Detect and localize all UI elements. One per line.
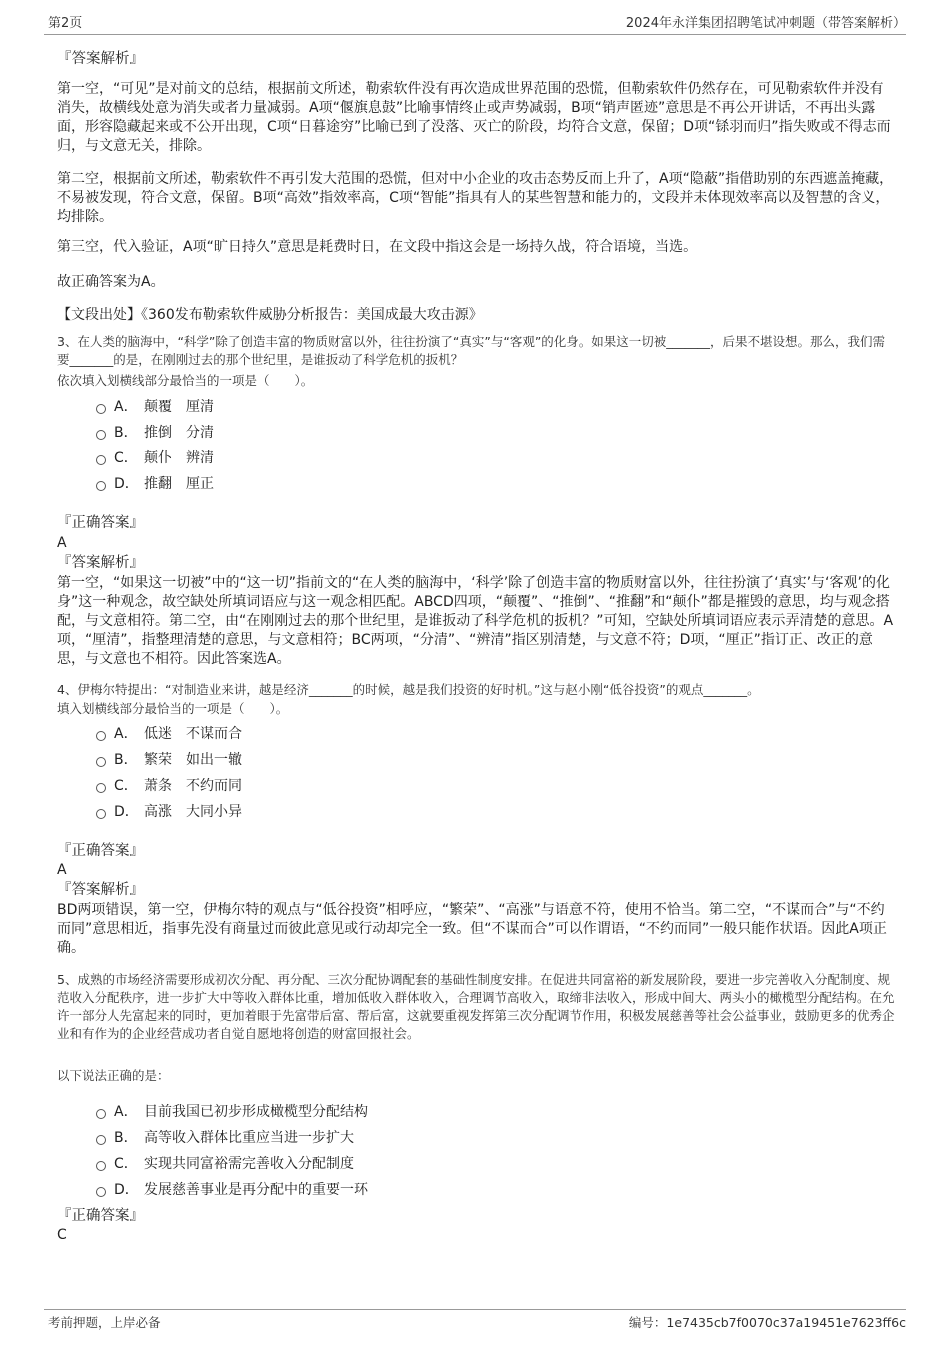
question-4-option-a[interactable]: A． 低迷 不谋而合 bbox=[96, 723, 242, 743]
header-divider bbox=[44, 34, 906, 35]
radio-icon[interactable] bbox=[96, 404, 106, 414]
radio-icon[interactable] bbox=[96, 783, 106, 793]
radio-icon[interactable] bbox=[96, 481, 106, 491]
question-3-analysis: 第一空，“如果这一切被”中的“这一切”指前文的“在人类的脑海中，‘科学’除了创造丰富的物质财富以外，往往扮演了‘真实’与‘客观’的化身”这一种观念，故空缺处所填词语应与这一观念相匹配。ABCD四项，“颠覆”、“推倒”、“推翻”和“颠仆”都是摧毁的意思，均与观念搭配，与文意相符。第二空，由“在刚刚过去的那个世纪里，是谁扳动了科学危机的扳机？”可知，空缺处所填词语应表示弄清楚的意思。A项，“厘清”，指整理清楚的意思，与文意相符；BC两项，“分清”、“辨清”指区别清楚，与文意不符；D项，“厘正”指订正、改正的意思，与文意也不相符。因此答案选A。 bbox=[57, 575, 894, 667]
question-3-answer-title: 『正确答案』 bbox=[57, 515, 144, 531]
question-4-analysis-title: 『答案解析』 bbox=[57, 882, 144, 898]
question-4-answer-title: 『正确答案』 bbox=[57, 843, 144, 859]
question-5-option-d[interactable]: D． 发展慈善事业是再分配中的重要一环 bbox=[96, 1179, 368, 1199]
radio-icon[interactable] bbox=[96, 1109, 106, 1119]
page-header bbox=[44, 12, 906, 32]
radio-icon[interactable] bbox=[96, 430, 106, 440]
question-3-stem: 3、在人类的脑海中，“科学”除了创造丰富的物质财富以外，往往扮演了“真实”与“客观”的化身。如果这一切被_______，后果不堪设想。那么，我们需要_______的是，在刚刚过去的那个世纪里，是谁扳动了科学危机的扳机？ bbox=[57, 334, 886, 367]
radio-icon[interactable] bbox=[96, 1135, 106, 1145]
question-4-answer: A bbox=[57, 862, 67, 878]
page-footer bbox=[44, 1313, 906, 1333]
analysis-conclusion: 故正确答案为A。 bbox=[57, 274, 165, 290]
question-4-option-b[interactable]: B． 繁荣 如出一辙 bbox=[96, 749, 242, 769]
question-4-prompt: 填入划横线部分最恰当的一项是（ ）。 bbox=[57, 701, 289, 716]
question-4-option-c[interactable]: C． 萧条 不约而同 bbox=[96, 775, 242, 795]
radio-icon[interactable] bbox=[96, 455, 106, 465]
footer-divider bbox=[44, 1309, 906, 1310]
radio-icon[interactable] bbox=[96, 809, 106, 819]
radio-icon[interactable] bbox=[96, 757, 106, 767]
question-5-option-c[interactable]: C． 实现共同富裕需完善收入分配制度 bbox=[96, 1153, 354, 1173]
question-5-option-a[interactable]: A． 目前我国已初步形成橄榄型分配结构 bbox=[96, 1101, 368, 1121]
question-5-answer: C bbox=[57, 1227, 67, 1243]
analysis-paragraph-3: 第三空，代入验证，A项“旷日持久”意思是耗费时日，在文段中指这会是一场持久战，符合语境，当选。 bbox=[57, 239, 698, 255]
question-3-analysis-title: 『答案解析』 bbox=[57, 555, 144, 571]
radio-icon[interactable] bbox=[96, 731, 106, 741]
question-5-answer-title: 『正确答案』 bbox=[57, 1208, 144, 1224]
radio-icon[interactable] bbox=[96, 1187, 106, 1197]
document-title: 2024年永洋集团招聘笔试冲刺题（带答案解析） bbox=[625, 16, 906, 31]
question-3-option-c[interactable]: C． 颠仆 辨清 bbox=[96, 447, 214, 467]
page-number: 第2页 bbox=[48, 16, 83, 31]
analysis-paragraph-1: 第一空，“可见”是对前文的总结，根据前文所述，勒索软件没有再次造成世界范围的恐慌，但勒索软件仍然存在，可见勒索软件并没有消失，故横线处意为消失或者力量减弱。A项“偃旗息鼓”比喻事情终止或声势减弱，B项“销声匿迹”意思是不再公开讲话，不再出头露面，形容隐藏起来或不公开出现，C项“日暮途穷”比喻已到了没落、灭亡的阶段，均符合文意，保留；D项“铩羽而归”指失败或不得志而归，与文意无关，排除。 bbox=[57, 81, 891, 154]
analysis-title: 『答案解析』 bbox=[57, 51, 144, 67]
source-citation: 【文段出处】《360发布勒索软件威胁分析报告：美国成最大攻击源》 bbox=[57, 307, 483, 323]
footer-slogan: 考前押题，上岸必备 bbox=[48, 1315, 161, 1330]
question-4-stem: 4、伊梅尔特提出：“对制造业来讲，越是经济_______的时候，越是我们投资的好时机。”这与赵小刚“低谷投资”的观点_______。 bbox=[57, 682, 760, 697]
question-3-prompt: 依次填入划横线部分最恰当的一项是（ ）。 bbox=[57, 373, 314, 388]
question-3-answer: A bbox=[57, 535, 67, 551]
question-5-option-b[interactable]: B． 高等收入群体比重应当进一步扩大 bbox=[96, 1127, 354, 1147]
question-3-option-a[interactable]: A． 颠覆 厘清 bbox=[96, 396, 214, 416]
question-3-option-b[interactable]: B． 推倒 分清 bbox=[96, 422, 214, 442]
radio-icon[interactable] bbox=[96, 1161, 106, 1171]
question-5-prompt: 以下说法正确的是： bbox=[57, 1068, 170, 1083]
analysis-paragraph-2: 第二空，根据前文所述，勒索软件不再引发大范围的恐慌，但对中小企业的攻击态势反而上升了，A项“隐蔽”指借助别的东西遮盖掩藏，不易被发现，符合文意，保留。B项“高效”指效率高，C项“智能”指具有人的某些智慧和能力的，文段并未体现效率高以及智慧的含义，均排除。 bbox=[57, 171, 894, 225]
question-3-option-d[interactable]: D． 推翻 厘正 bbox=[96, 473, 214, 493]
question-4-option-d[interactable]: D． 高涨 大同小异 bbox=[96, 801, 242, 821]
question-5-stem: 5、成熟的市场经济需要形成初次分配、再分配、三次分配协调配套的基础性制度安排。在促进共同富裕的新发展阶段，要进一步完善收入分配制度、规范收入分配秩序，进一步扩大中等收入群体比重，增加低收入群体收入，合理调节高收入，取缔非法收入，形成中间大、两头小的橄榄型分配结构。在允许一部分人先富起来的同时，更加着眼于先富带后富、帮后富，这就要重视发挥第三次分配调节作用，积极发展慈善等社会公益事业，鼓励更多的优秀企业和有作为的企业经营成功者自觉自愿地将创造的财富回报社会。 bbox=[57, 972, 895, 1041]
document-id: 编号：1e7435cb7f0070c37a19451e7623ff6c bbox=[628, 1315, 906, 1330]
question-4-analysis: BD两项错误，第一空，伊梅尔特的观点与“低谷投资”相呼应，“繁荣”、“高涨”与语意不符，使用不恰当。第二空，“不谋而合”与“不约而同”意思相近，指事先没有商量过而彼此意见或行动却完全一致。但“不谋而合”可以作谓语，“不约而同”一般只能作状语。因此A项正确。 bbox=[57, 902, 887, 956]
